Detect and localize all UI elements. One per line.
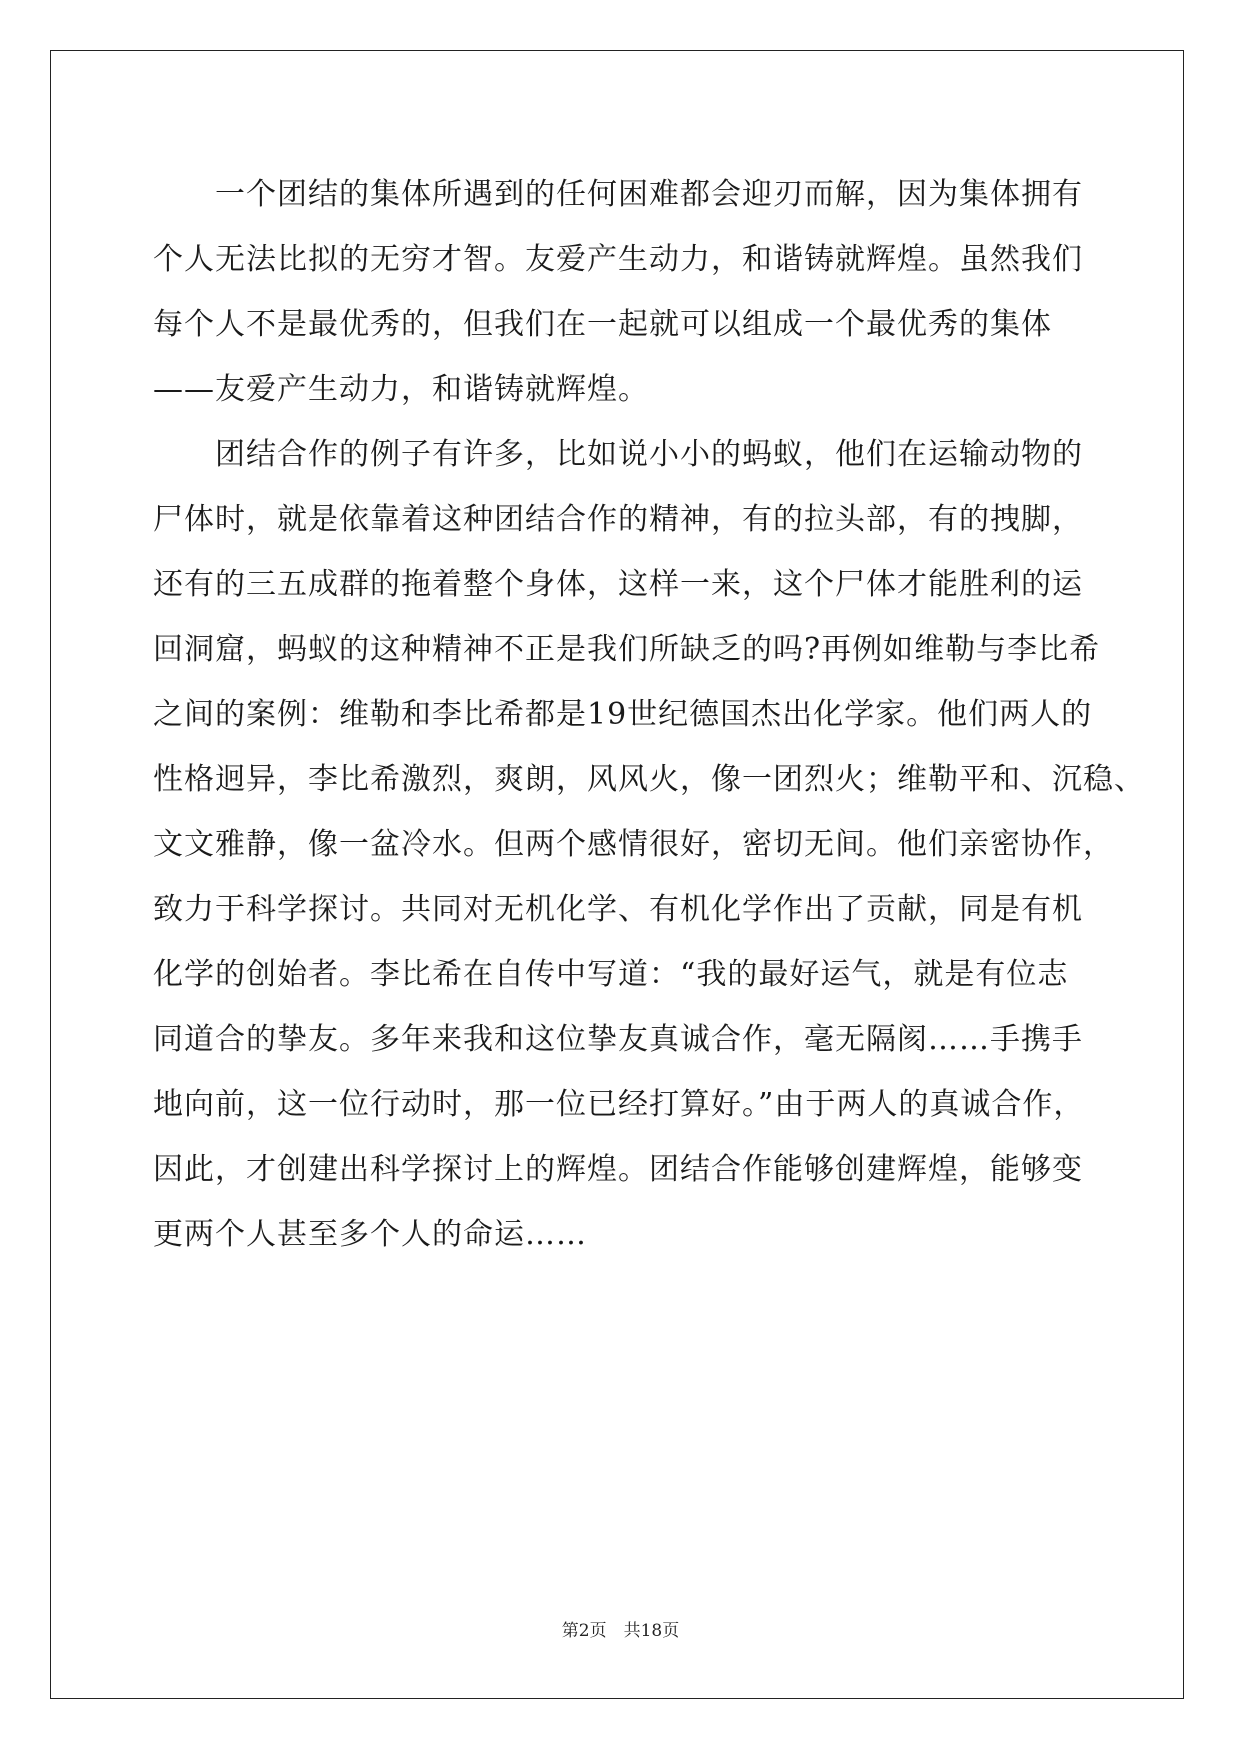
paragraph-2-line-11: 地向前，这一位行动时，那一位已经打算好。”由于两人的真诚合作， <box>153 1087 1085 1122</box>
paragraph-2-line-10: 同道合的挚友。多年来我和这位挚友真诚合作，毫无隔阂……手携手 <box>153 1022 1083 1057</box>
paragraph-2-line-13: 更两个人甚至多个人的命运…… <box>153 1217 587 1252</box>
page-number-footer: 第2页 共18页 <box>561 1621 680 1641</box>
paragraph-2-line-3: 还有的三五成群的拖着整个身体，这样一来，这个尸体才能胜利的运 <box>153 567 1083 602</box>
paragraph-2-line-6: 性格迥异，李比希激烈，爽朗，风风火，像一团烈火；维勒平和、沉稳、 <box>153 762 1145 797</box>
paragraph-2-line-8: 致力于科学探讨。共同对无机化学、有机化学作出了贡献，同是有机 <box>153 892 1083 927</box>
paragraph-2-line-4: 回洞窟，蚂蚁的这种精神不正是我们所缺乏的吗?再例如维勒与李比希 <box>153 632 1101 667</box>
paragraph-1-line-1: 一个团结的集体所遇到的任何困难都会迎刃而解，因为集体拥有 <box>215 177 1083 212</box>
paragraph-2-line-12: 因此，才创建出科学探讨上的辉煌。团结合作能够创建辉煌，能够变 <box>153 1152 1083 1187</box>
paragraph-2-line-1: 团结合作的例子有许多，比如说小小的蚂蚁，他们在运输动物的 <box>215 437 1083 472</box>
document-body <box>153 162 1145 1267</box>
paragraph-1-line-4: ——友爱产生动力，和谐铸就辉煌。 <box>153 372 649 407</box>
paragraph-1-line-2: 个人无法比拟的无穷才智。友爱产生动力，和谐铸就辉煌。虽然我们 <box>153 242 1083 277</box>
paragraph-2-line-9: 化学的创始者。李比希在自传中写道：“我的最好运气，就是有位志 <box>153 957 1069 992</box>
paragraph-2-line-5: 之间的案例：维勒和李比希都是19世纪德国杰出化学家。他们两人的 <box>153 697 1093 732</box>
paragraph-1-line-3: 每个人不是最优秀的，但我们在一起就可以组成一个最优秀的集体 <box>153 307 1052 342</box>
paragraph-2-line-7: 文文雅静，像一盆冷水。但两个感情很好，密切无间。他们亲密协作， <box>153 827 1114 862</box>
paragraph-2-line-2: 尸体时，就是依靠着这种团结合作的精神，有的拉头部，有的拽脚， <box>153 502 1083 537</box>
